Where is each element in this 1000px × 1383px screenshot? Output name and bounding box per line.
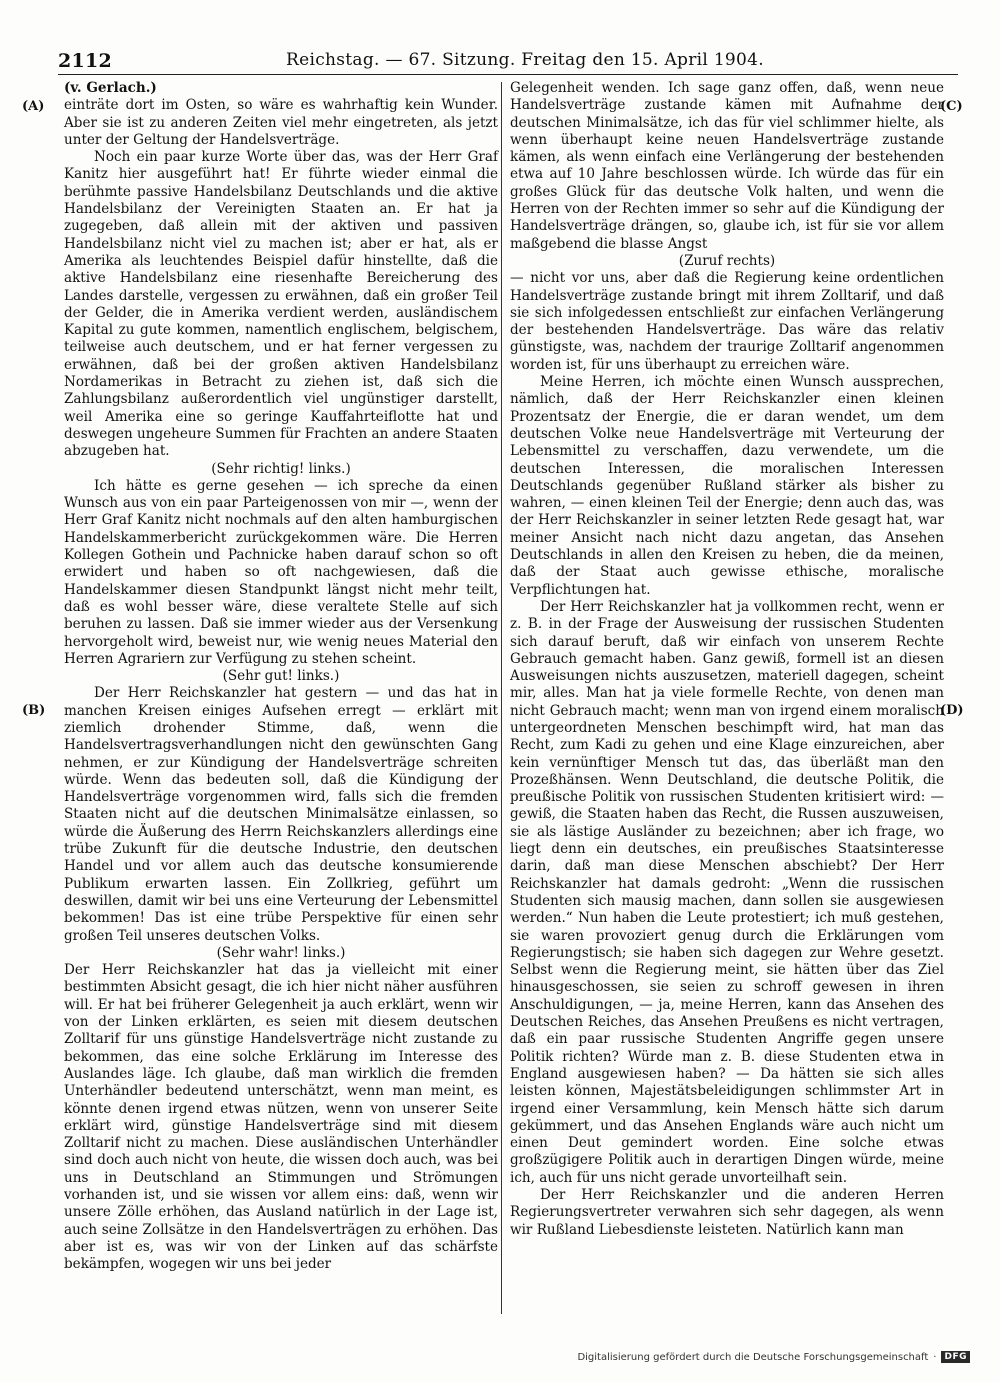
paragraph: Noch ein paar kurze Worte über das, was der Herr Graf Kanitz hier ausgeführt hat! Er führte wieder einmal die berühmte passive Handelsbilanz Deutschlands und die aktive Handelsbilanz der Vereinigten Staaten an. Er hat ja zugegeben, daß allein mit der aktiven und passiven Handelsbilanz nicht viel zu machen ist; aber er hat, als er Amerika als leuchtendes Beispiel dafür hinstellte, daß die aktive Handelsbilanz eine riesenhafte Bereicherung des Landes darstelle, vergessen zu erwähnen, daß ein großer Teil der Gelder, die in Amerika verdient werden, ausländischem Kapital zu gute kommen, namentlich englischem, belgischem, teilweise auch deutschem, und er hat ferner vergessen zu erwähnen, daß bei der großen aktiven Handelsbilanz Nordamerikas in Betracht zu ziehen ist, daß sich die Zahlungsbilanz außerordentlich viel ungünstiger darstellt, weil Amerika eine so geringe Kauffahrteiflotte hat und deswegen ungeheure Summen für Frachten an andere Staaten abzugeben hat.	[64, 149, 498, 460]
left-column	[64, 80, 498, 1273]
interjection: (Zuruf rechts)	[678, 252, 776, 269]
speaker-name: (v. Gerlach.)	[64, 80, 157, 96]
paragraph: einträte dort im Osten, so wäre es wahrhaftig kein Wunder. Aber sie ist zu anderen Zeiten viel mehr eingetreten, als jetzt unter der Geltung der Handelsverträge.	[64, 97, 498, 148]
running-title: Reichstag. — 67. Sitzung. Freitag den 15. April 1904.	[286, 50, 764, 70]
paragraph: Ich hätte es gerne gesehen — ich spreche da einen Wunsch aus von ein paar Parteigenossen von mir —, wenn der Herr Graf Kanitz nicht nochmals auf den alten hamburgischen Handelskammerbericht zurückgekommen wäre. Die Herren Kollegen Gothein und Pachnicke haben darauf schon so oft erwidert und haben so oft nachgewiesen, daß die Handelskammer diesen Standpunkt längst nicht mehr teilt, daß es wohl besser wäre, diese veraltete Stelle auf sich beruhen zu lassen. Daß sie immer wieder aus der Versenkung hervorgeholt wird, beweist nur, wie wenig neues Material den Herren Agrariern zur Verfügung zu stehen scheint.	[64, 477, 498, 667]
paragraph: — nicht vor uns, aber daß die Regierung keine ordentlichen Handelsverträge zustande bringt mit ihrem Zolltarif, und daß sie sich infolgedessen entschließt zur einfachen Verlängerung der bestehenden Handelsverträge. Das wäre das relativ günstigste, was, nachdem der traurige Zolltarif angenommen worden ist, für uns überhaupt zu erreichen wäre.	[510, 270, 944, 373]
margin-marker-d: (D)	[940, 703, 964, 718]
margin-marker-c: (C)	[940, 99, 963, 114]
paragraph: Der Herr Reichskanzler hat ja vollkommen recht, wenn er z. B. in der Frage der Ausweisung der russischen Studenten sich darauf beruft, daß wir einfach von unserem Rechte Gebrauch gemacht haben. Ganz gewiß, formell ist an diesen Ausweisungen nichts auszusetzen, materiell dagegen, scheint mir, alles. Man hat ja viele formelle Rechte, von denen man nicht Gebrauch macht; wenn man von irgend einem moralisch untergeordneten Menschen beschimpft wird, hat man das Recht, zum Kadi zu gehen und eine Klage einzureichen, aber kein vernünftiger Mensch tut das, das überläßt man den Prozeßhänsen. Wenn Deutschland, die deutsche Politik, die preußische Politik von russischen Studenten kritisiert wird: — gewiß, die Staaten haben das Recht, die Russen auszuweisen, sie als lästige Ausländer zu bezeichnen; aber ich frage, wo liegt denn ein deutsches, ein preußisches Staatsinteresse darin, daß man diese Menschen abschiebt? Der Herr Reichskanzler hat damals gedroht: „Wenn die russischen Studenten sich mausig machen, dann sollen sie ausgewiesen werden.“ Nun haben die Leute protestiert; ich muß gestehen, sie waren provoziert genug durch die Erklärungen vom Regierungstisch; sie haben sich dagegen zur Wehre gesetzt. Selbst wenn die Regierung meint, sie hätten über das Ziel hinausgeschossen, sie seien zu schroff gewesen in ihren Anschuldigungen, — ja, meine Herren, kann das Ansehen des Deutschen Reiches, das Ansehen Preußens es nicht vertragen, daß ein paar russische Studenten Angriffe gegen unsere Politik richten? Würde man z. B. diese Studenten etwa in England ausgewiesen haben? — Da hätten sie sich alles leisten können, Majestätsbeleidigungen schlimmster Art in irgend einer Versammlung, kein Mensch hätte sich darum gekümmert, und das Ansehen Englands wäre auch nicht um einen Deut gemindert worden. Eine solche etwas großzügigere Politik auch in derartigen Dingen würde, meine ich, auch für uns nicht gerade unvorteilhaft sein.	[510, 598, 944, 1186]
paragraph: Meine Herren, ich möchte einen Wunsch aussprechen, nämlich, daß der Herr Reichskanzler einen kleinen Prozentsatz der Energie, die er daran wendet, um dem deutschen Volke neue Handelsverträge mit Verteurung der Lebensmittel zu verschaffen, dazu verwendete, um die deutschen Interessen, die moralischen Interessen Deutschlands gegenüber Rußland stärker als bisher zu wahren, — einen kleinen Teil der Energie; denn auch das, was der Herr Reichskanzler in seiner letzten Rede gesagt hat, war meiner Ansicht nach nicht dazu angetan, das Ansehen Deutschlands in allen den Kreisen zu heben, die da meinen, daß der Staat auch gewisse ethische, moralische Verpflichtungen hat.	[510, 374, 944, 598]
paragraph: Der Herr Reichskanzler und die anderen Herren Regierungsvertreter verwahren sich sehr dagegen, als wenn wir Rußland Liebesdienste leisteten. Natürlich kann man	[510, 1187, 944, 1238]
dfg-logo: DFG	[941, 1351, 970, 1363]
margin-marker-a: (A)	[22, 99, 45, 114]
margin-marker-b: (B)	[22, 703, 46, 718]
column-divider	[501, 82, 502, 1314]
page-number: 2112	[58, 50, 113, 72]
interjection: (Sehr gut! links.)	[222, 668, 340, 685]
interjection: (Sehr wahr! links.)	[216, 944, 346, 961]
digitization-credit: Digitalisierung gefördert durch die Deutsche Forschungsgemeinschaft · DFG	[577, 1351, 970, 1363]
credit-text: Digitalisierung gefördert durch die Deutsche Forschungsgemeinschaft	[577, 1351, 929, 1363]
paragraph: Der Herr Reichskanzler hat gestern — und das hat in manchen Kreisen einiges Aufsehen erregt — erklärt mit ziemlich drohender Stimme, daß, wenn die Handelsvertragsverhandlungen nicht den gewünschten Gang nehmen, er zur Kündigung der Handelsverträge schreiten würde. Wenn das bedeuten soll, daß die Kündigung der Handelsverträge vorgenommen wird, falls sich die fremden Staaten nicht auf die deutschen Minimalsätze einlassen, so würde die Äußerung des Herrn Reichskanzlers allerdings eine trübe Zukunft für die deutsche Industrie, den deutschen Handel und vor allem auch das deutsche konsumierende Publikum erwarten lassen. Ein Zollkrieg, geführt um deswillen, damit wir bei uns eine Verteurung der Lebensmittel bekommen! Das ist eine trübe Perspektive für einen sehr großen Teil unseres deutschen Volks.	[64, 685, 498, 944]
paragraph: Der Herr Reichskanzler hat das ja vielleicht mit einer bestimmten Absicht gesagt, die ich hier nicht näher ausführen will. Er hat bei früherer Gelegenheit ja auch erklärt, wenn wir von der Linken erklärten, es seien mit diesem deutschen Zolltarif für uns günstige Handelsverträge nicht zustande zu bekommen, das eine solche Erklärung im Interesse des Auslandes läge. Ich glaube, daß man wirklich die fremden Unterhändler bedeutend unterschätzt, wenn man meint, es könnte denen irgend etwas nützen, wenn von unserer Seite erklärt wird, günstige Handelsverträge sind mit diesem Zolltarif nicht zu machen. Diese ausländischen Unterhändler sind doch auch nicht von heute, die wissen doch auch, was bei uns in Deutschland an Stimmungen und Strömungen vorhanden ist, und sie wissen vor allem eins: daß, wenn wir unsere Zölle erhöhen, das Ausland natürlich in der Lage ist, auch seine Zollsätze in den Handelsverträgen zu erhöhen. Das aber ist es, was wir von der Linken auf das schärfste bekämpfen, wogegen wir uns bei jeder	[64, 962, 498, 1273]
header-rule	[58, 74, 958, 75]
interjection: (Sehr richtig! links.)	[211, 460, 351, 477]
right-column	[510, 80, 944, 1239]
page-header	[58, 50, 958, 76]
paragraph: Gelegenheit wenden. Ich sage ganz offen, daß, wenn neue Handelsverträge zustande kämen mit Aufnahme der deutschen Minimalsätze, ich das für viel schlimmer hielte, als wenn überhaupt keine neuen Handelsverträge zustande kämen, als wenn einfach eine Verlängerung der bestehenden etwa auf 10 Jahre beschlossen würde. Ich würde das für ein großes Glück für das deutsche Volk halten, und wenn die Herren von der Rechten immer so sehr auf die Kündigung der Handelsverträge drängen, so, glaube ich, ist für sie vor allem maßgebend die blasse Angst	[510, 80, 944, 252]
